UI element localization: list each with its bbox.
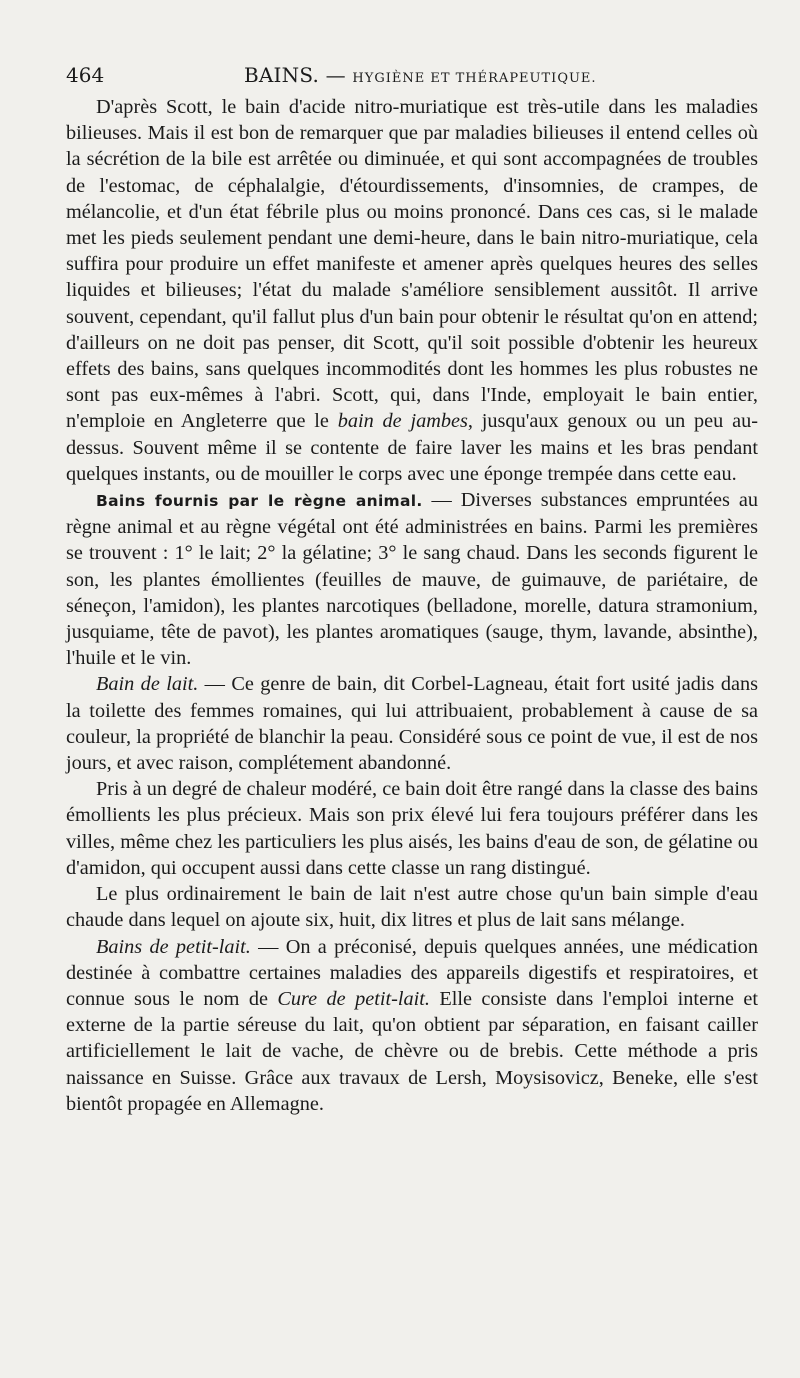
paragraph-ordinary [66,881,758,933]
paragraph-text: Le plus ordinairement le bain de lait n'est autre chose qu'un bain simple d'eau chaude dans lequel on ajoute six, huit, dix litres et plus de lait sans mélange. [66,883,758,932]
paragraph-text: — Diverses substances empruntées au règne animal et au règne végétal ont été administrées en bains. Parmi les premières se trouvent : 1° le lait; 2° la gélatine; 3° le sang chaud. Dans les seconds figurent le son, les plantes émollientes (feuilles de mauve, de guimauve, de pariétaire, de séneçon, l'amidon), les plantes narcotiques (belladone, morelle, datura stramonium, jusquiame, tête de pavot), les plantes aromatiques (sauge, thym, lavande, absinthe), l'huile et le vin. [66,489,758,670]
page-number: 464 [66,63,105,87]
section-rubric: Bains fournis par le règne animal. [96,492,423,511]
running-head [244,58,597,96]
paragraph-text: Pris à un degré de chaleur modéré, ce bain doit être rangé dans la classe des bains émollients les plus précieux. Mais son prix élevé lui fera toujours préférer dans les villes, même chez les particuliers les plus aisés, les bains d'eau de son, de gélatine ou d'amidon, qui occupent aussi dans cette classe un rang distingué. [66,778,758,879]
paragraph-text: D'après Scott, le bain d'acide nitro-muriatique est très-utile dans les maladies bilieuses. Mais il est bon de remarquer que par maladies bilieuses il entend celles où la sécrétion de la bile est arrêtée ou diminuée, et qui sont accompagnées de troubles de l'estomac, de céphalalgie, d'étourdissements, d'insomnies, de crampes, de mélancolie, et d'un état fébrile plus ou moins prononcé. Dans ces cas, si le malade met les pieds seulement pendant une demi-heure, dans le bain nitro-muriatique, cela suffira pour produire un effet manifeste et amener après quelques heures des selles liquides et bilieuses; l'état du malade s'améliore sensiblement aussitôt. Il arrive souvent, cependant, qu'il fallut plus d'un bain pour obtenir le résultat qu'on en attend; d'ailleurs on ne doit pas penser, dit Scott, qu'il soit possible d'obtenir les heureux effets des bains, sans quelques incommodités dont les hommes les plus robustes ne sont pas eux-mêmes à l'abri. Scott, qui, dans l'Inde, employait le bain entier, n'emploie en Angleterre que le [66,96,758,433]
running-head-title: BAINS. — [244,63,346,87]
paragraph-text: , jusqu'aux genoux ou un peu au-dessus. Souvent même il se contente de faire laver les mains et les bras pendant quelques instants, ou de mouiller le corps avec une éponge trempée dans cette eau. [66,410,758,485]
italic-term: bain de jambes [337,410,468,433]
italic-term: Cure de petit-lait. [277,987,430,1010]
page-body [66,94,758,1117]
paragraph-emollient [66,776,758,881]
paragraph-milk-bath [66,671,758,776]
paragraph-scott [66,94,758,487]
paragraph-whey-bath [66,934,758,1117]
running-head-subtitle: HYGIÈNE ET THÉRAPEUTIQUE. [352,71,597,86]
page-header [66,58,758,96]
paragraph-animal-baths [66,487,758,671]
paragraph-text: — On a préconisé, depuis quelques années, une médication destinée à combattre certaines maladies des appareils digestifs et respiratoires, et connue sous le nom de [66,935,758,1010]
paragraph-text: — Ce genre de bain, dit Corbel-Lagneau, était fort usité jadis dans la toilette des femmes romaines, qui lui attribuaient, probablement à cause de sa couleur, la propriété de blanchir la peau. Considéré sous ce point de vue, il est de nos jours, et avec raison, complétement abandonné. [66,673,758,775]
section-heading-italic: Bains de petit-lait. [96,935,251,958]
section-heading-italic: Bain de lait. [96,673,199,696]
paragraph-text: Elle consiste dans l'emploi interne et externe de la partie séreuse du lait, qu'on obtient par séparation, en faisant cailler artificiellement le lait de vache, de chèvre ou de brebis. Cette méthode a pris naissance en Suisse. Grâce aux travaux de Lersh, Moysisovicz, Beneke, elle s'est bientôt propagée en Allemagne. [66,987,758,1115]
